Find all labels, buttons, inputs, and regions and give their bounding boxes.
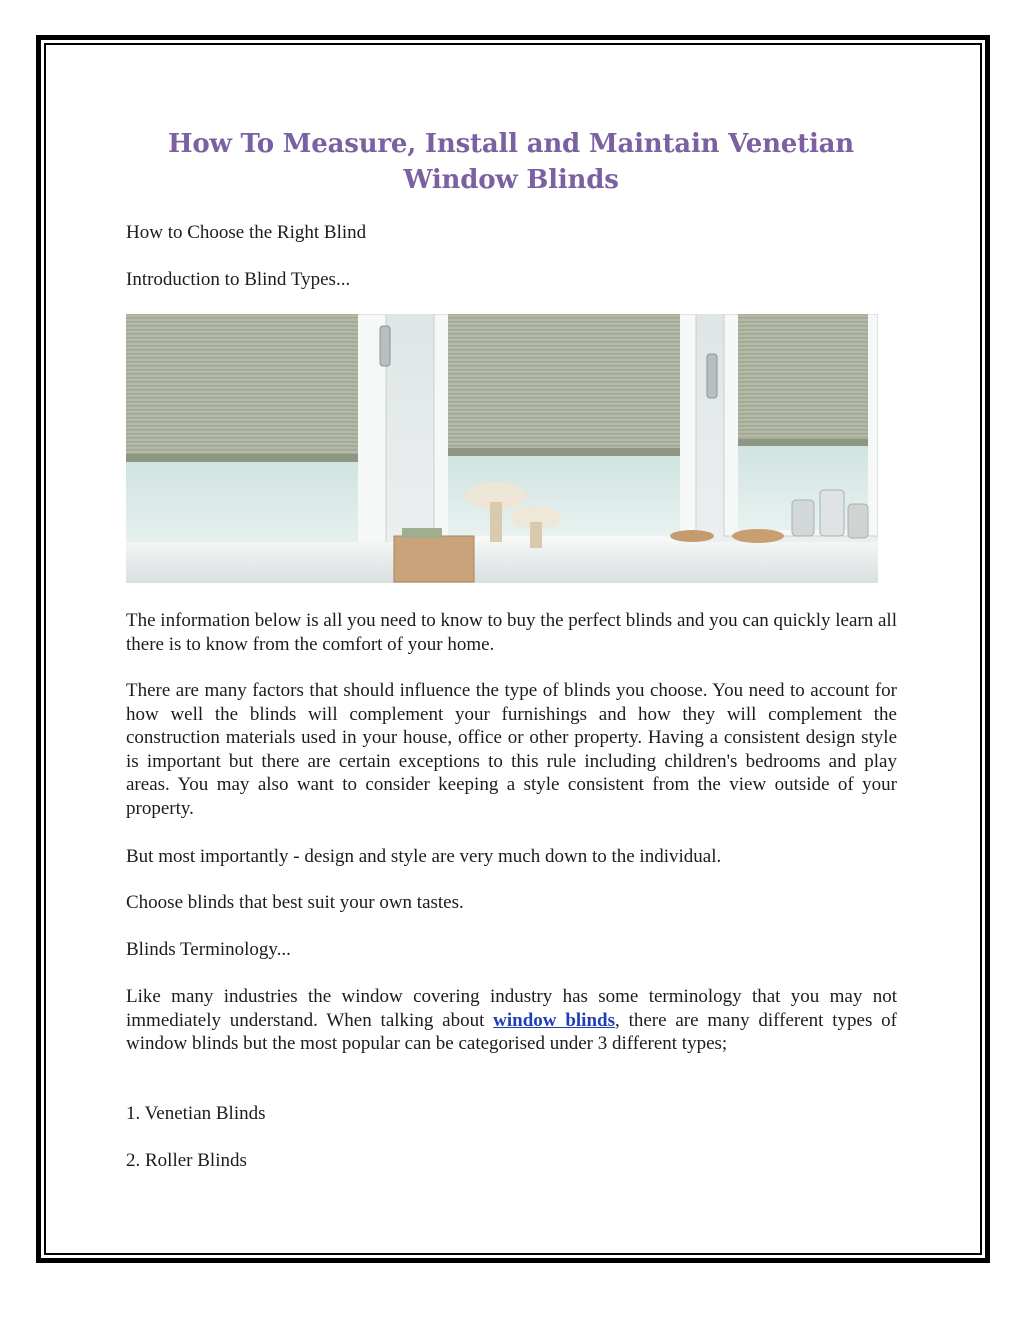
paragraph-factors: There are many factors that should influence the type of blinds you choose. You need to account for how well the blinds will complement your furnishings and how they will complement the construction materials used in your house, office or other property. Having a consistent design style is important but there are certain exceptions to this rule including children's bedrooms and play areas. You may also want to consider keeping a style consistent from the view outside of your property. (126, 680, 897, 819)
paragraph-design-style: But most importantly - design and style are very much down to the individual. (126, 846, 722, 867)
paragraph-terminology (126, 985, 897, 1056)
list-item-roller: 2. Roller Blinds (126, 1150, 247, 1171)
list-item-venetian: 1. Venetian Blinds (126, 1103, 266, 1124)
paragraph-information: The information below is all you need to know to buy the perfect blinds and you can quickly learn all there is to know from the comfort of your home. (126, 610, 897, 655)
heading-choose-blind: How to Choose the Right Blind (126, 222, 367, 243)
window-blinds-link[interactable]: window blinds (493, 1009, 615, 1031)
terminology-text-after: , there are many different types of window blinds but the most popular can be categorised under 3 different types; (126, 1009, 898, 1055)
document-title: How To Measure, Install and Maintain Venetian Window Blinds (167, 129, 854, 195)
window-blinds-photo (126, 314, 878, 583)
terminology-text-before: Like many industries the window covering industry has some terminology that you may not immediately understand. When talking about (126, 986, 897, 1031)
heading-terminology: Blinds Terminology... (126, 939, 291, 960)
heading-blind-types: Introduction to Blind Types... (126, 269, 351, 290)
paragraph-choose-tastes: Choose blinds that best suit your own tastes. (126, 892, 464, 913)
